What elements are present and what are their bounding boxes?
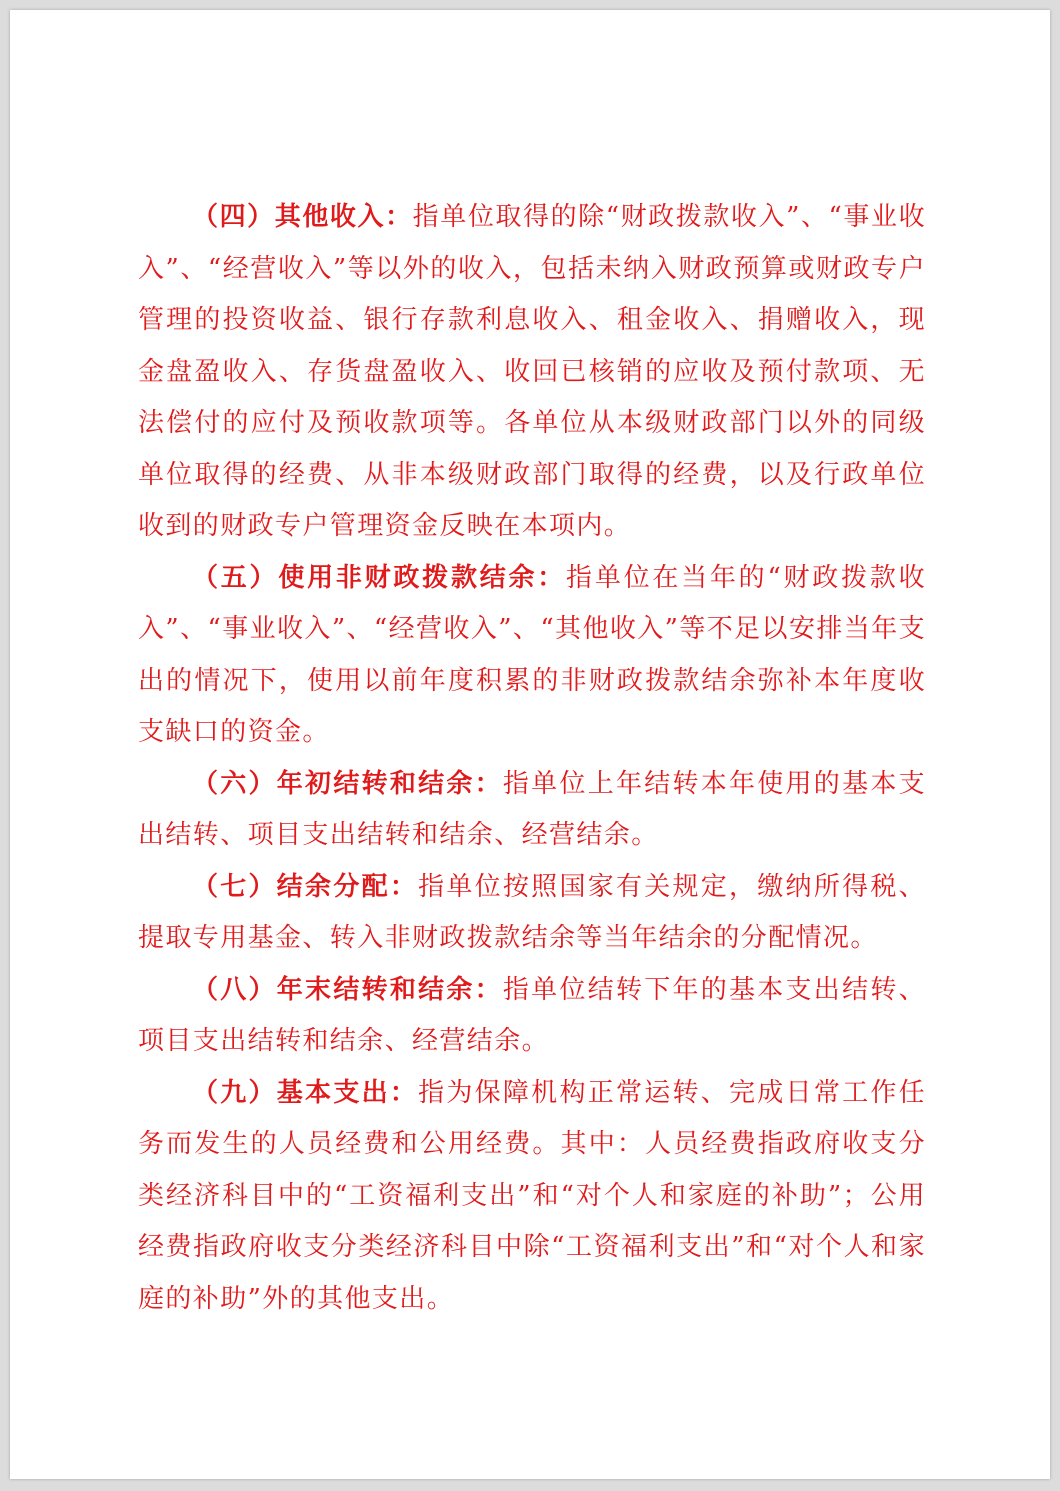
paragraph-non-fiscal-surplus	[138, 553, 926, 759]
paragraph-text: 指单位结转下年的基本支出结转、项目支出结转和结余、经营结余。	[138, 974, 926, 1056]
paragraph-text: 指单位按照国家有关规定，缴纳所得税、提取专用基金、转入非财政拨款结余等当年结余的分配情况。	[138, 871, 927, 953]
paragraph-text: 指单位在当年的“财政拨款收入”、“事业收入”、“经营收入”、“其他收入”等不足以安排当年支出的情况下，使用以前年度积累的非财政拨款结余弥补本年度收支缺口的资金。	[138, 562, 927, 747]
paragraph-heading: （八）年末结转和结余：	[192, 974, 503, 1005]
paragraph-text: 指单位上年结转本年使用的基本支出结转、项目支出结转和结余、经营结余。	[138, 768, 926, 850]
paragraph-other-income	[138, 192, 926, 553]
document-body	[138, 192, 926, 1325]
document-page	[10, 10, 1050, 1479]
paragraph-heading: （六）年初结转和结余：	[192, 768, 503, 799]
paragraph-surplus-distribution	[138, 862, 926, 965]
paragraph-basic-expenditure	[138, 1068, 926, 1326]
paragraph-closing-carryover	[138, 965, 926, 1068]
paragraph-heading: （五）使用非财政拨款结余：	[192, 562, 567, 593]
paragraph-text: 指单位取得的除“财政拨款收入”、“事业收入”、“经营收入”等以外的收入，包括未纳入财政预算或财政专户管理的投资收益、银行存款利息收入、租金收入、捐赠收入，现金盘盈收入、存货盘盈收入、收回已核销的应收及预付款项、无法偿付的应付及预收款项等。各单位从本级财政部门以外的同级单位取得的经费、从非本级财政部门取得的经费，以及行政单位收到的财政专户管理资金反映在本项内。	[138, 202, 926, 541]
paragraph-heading: （四）其他收入：	[192, 202, 413, 232]
paragraph-text: 指为保障机构正常运转、完成日常工作任务而发生的人员经费和公用经费。其中：人员经费指政府收支分类经济科目中的“工资福利支出”和“对个人和家庭的补助”；公用经费指政府收支分类经济科目中除“工资福利支出”和“对个人和家庭的补助”外的其他支出。	[138, 1077, 927, 1314]
paragraph-heading: （七）结余分配：	[192, 871, 419, 902]
paragraph-opening-carryover	[138, 759, 926, 862]
paragraph-heading: （九）基本支出：	[192, 1077, 419, 1108]
